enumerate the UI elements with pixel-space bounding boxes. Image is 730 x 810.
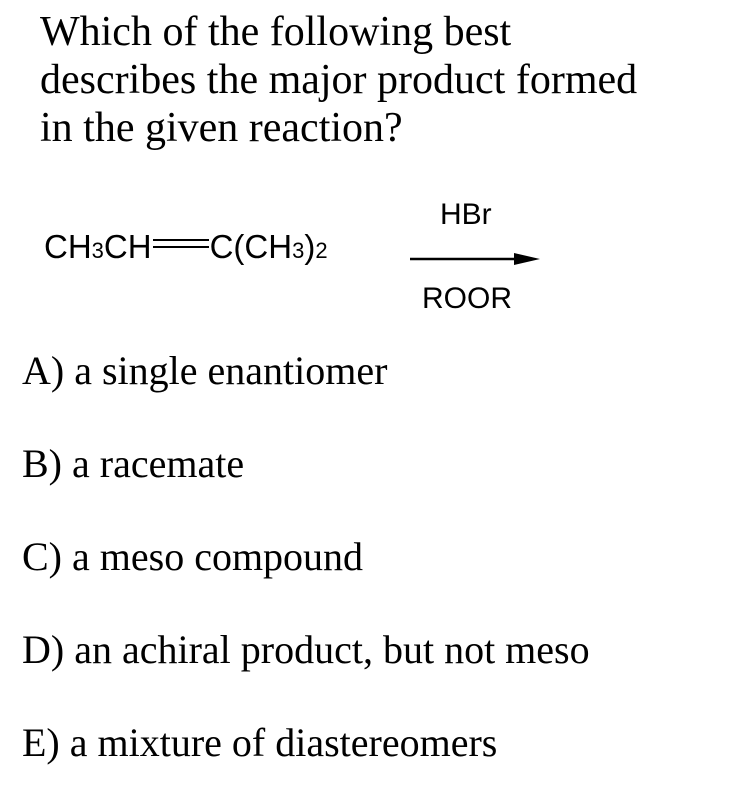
double-bond (153, 239, 209, 248)
option-b[interactable]: B) a racemate (22, 441, 245, 486)
answer-options (22, 345, 590, 810)
option-a[interactable]: A) a single enantiomer (22, 348, 388, 393)
reactant-formula: CH 3 CH C(CH 3 ) 2 (44, 228, 328, 265)
question-line: Which of the following best (40, 9, 512, 55)
option-c[interactable]: C) a meso compound (22, 534, 364, 579)
option-d[interactable]: D) an achiral product, but not meso (22, 627, 590, 672)
formula-text: ) (304, 228, 316, 265)
reagent-below-arrow: ROOR (422, 282, 512, 315)
formula-text: CH (103, 228, 152, 265)
reagent-above-arrow: HBr (440, 198, 492, 231)
option-e[interactable]: E) a mixture of diastereomers (22, 720, 498, 765)
question-line: in the given reaction? (40, 105, 403, 151)
reaction-arrow-icon (410, 252, 540, 266)
question-text (40, 8, 720, 152)
question-line: describes the major product formed (40, 57, 638, 103)
formula-text: CH (44, 228, 92, 265)
formula-text: C(CH (209, 228, 293, 265)
